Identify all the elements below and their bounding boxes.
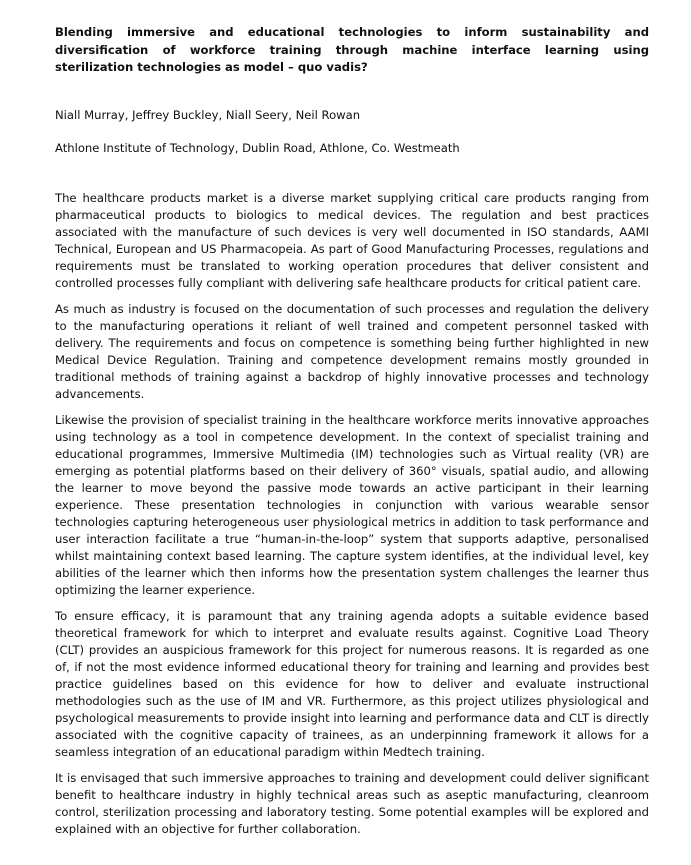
paper-title: Blending immersive and educational technologies to inform sustainability and diversification of workforce training through machine interface learning using sterilization technologies as model – quo vadis? xyxy=(55,25,649,74)
body-paragraph-1: The healthcare products market is a diverse market supplying critical care products ranging from pharmaceutical products to biologics to medical devices. The regulation and best practices associated with the manufacture of such devices is very well documented in ISO standards, AAMI Technical, European and US Pharmacopeia. As part of Good Manufacturing Processes, regulations and requirements must be translated to working operation procedures that deliver consistent and controlled processes fully compliant with delivering safe healthcare products for critical patient care. xyxy=(55,190,649,290)
body-paragraph-4: To ensure efficacy, it is paramount that any training agenda adopts a suitable evidence based theoretical framework for which to interpret and evaluate results against. Cognitive Load Theory (CLT) provides an auspicious framework for this project for numerous reasons. It is regarded as one of, if not the most evidence informed educational theory for training and learning and provides best practice guidelines based on this evidence for how to deliver and evaluate instructional methodologies such as the use of IM and VR. Furthermore, as this project utilizes physiological and psychological measurements to provide insight into learning and performance data and CLT is directly associated with the cognitive capacity of trainees, as an underpinning framework it allows for a seamless integration of an educational paradigm within Medtech training. xyxy=(55,608,649,759)
author-affiliation: Athlone Institute of Technology, Dublin Road, Athlone, Co. Westmeath xyxy=(55,140,460,155)
body-paragraph-5: It is envisaged that such immersive approaches to training and development could deliver significant benefit to healthcare industry in highly technical areas such as aseptic manufacturing, cleanroom control, sterilization processing and laboratory testing. Some potential examples will be explored and explained with an objective for further collaboration. xyxy=(55,770,649,836)
paper-page xyxy=(55,24,649,847)
body-paragraph-3: Likewise the provision of specialist training in the healthcare workforce merits innovative approaches using technology as a tool in competence development. In the context of specialist training and educational programmes, Immersive Multimedia (IM) technologies such as Virtual reality (VR) are emerging as potential platforms based on their delivery of 360° visuals, spatial audio, and allowing the learner to move beyond the passive mode towards an active participant in their learning experience. These presentation technologies in conjunction with various wearable sensor technologies capturing heterogeneous user physiological metrics in addition to task performance and user interaction facilitate a true “human-in-the-loop” system that supports adaptive, personalised whilst maintaining context based learning. The capture system identifies, at the individual level, key abilities of the learner which then informs how the presentation system challenges the learner thus optimizing the learner experience. xyxy=(55,412,649,597)
author-list: Niall Murray, Jeffrey Buckley, Niall Seery, Neil Rowan xyxy=(55,107,361,122)
paper-body xyxy=(55,190,649,838)
body-paragraph-2: As much as industry is focused on the documentation of such processes and regulation the delivery to the manufacturing operations it reliant of well trained and competent personnel tasked with delivery. The requirements and focus on competence is something being further highlighted in new Medical Device Regulation. Training and competence development remains mostly grounded in traditional methods of training against a backdrop of highly innovative processes and technology advancements. xyxy=(55,301,649,401)
